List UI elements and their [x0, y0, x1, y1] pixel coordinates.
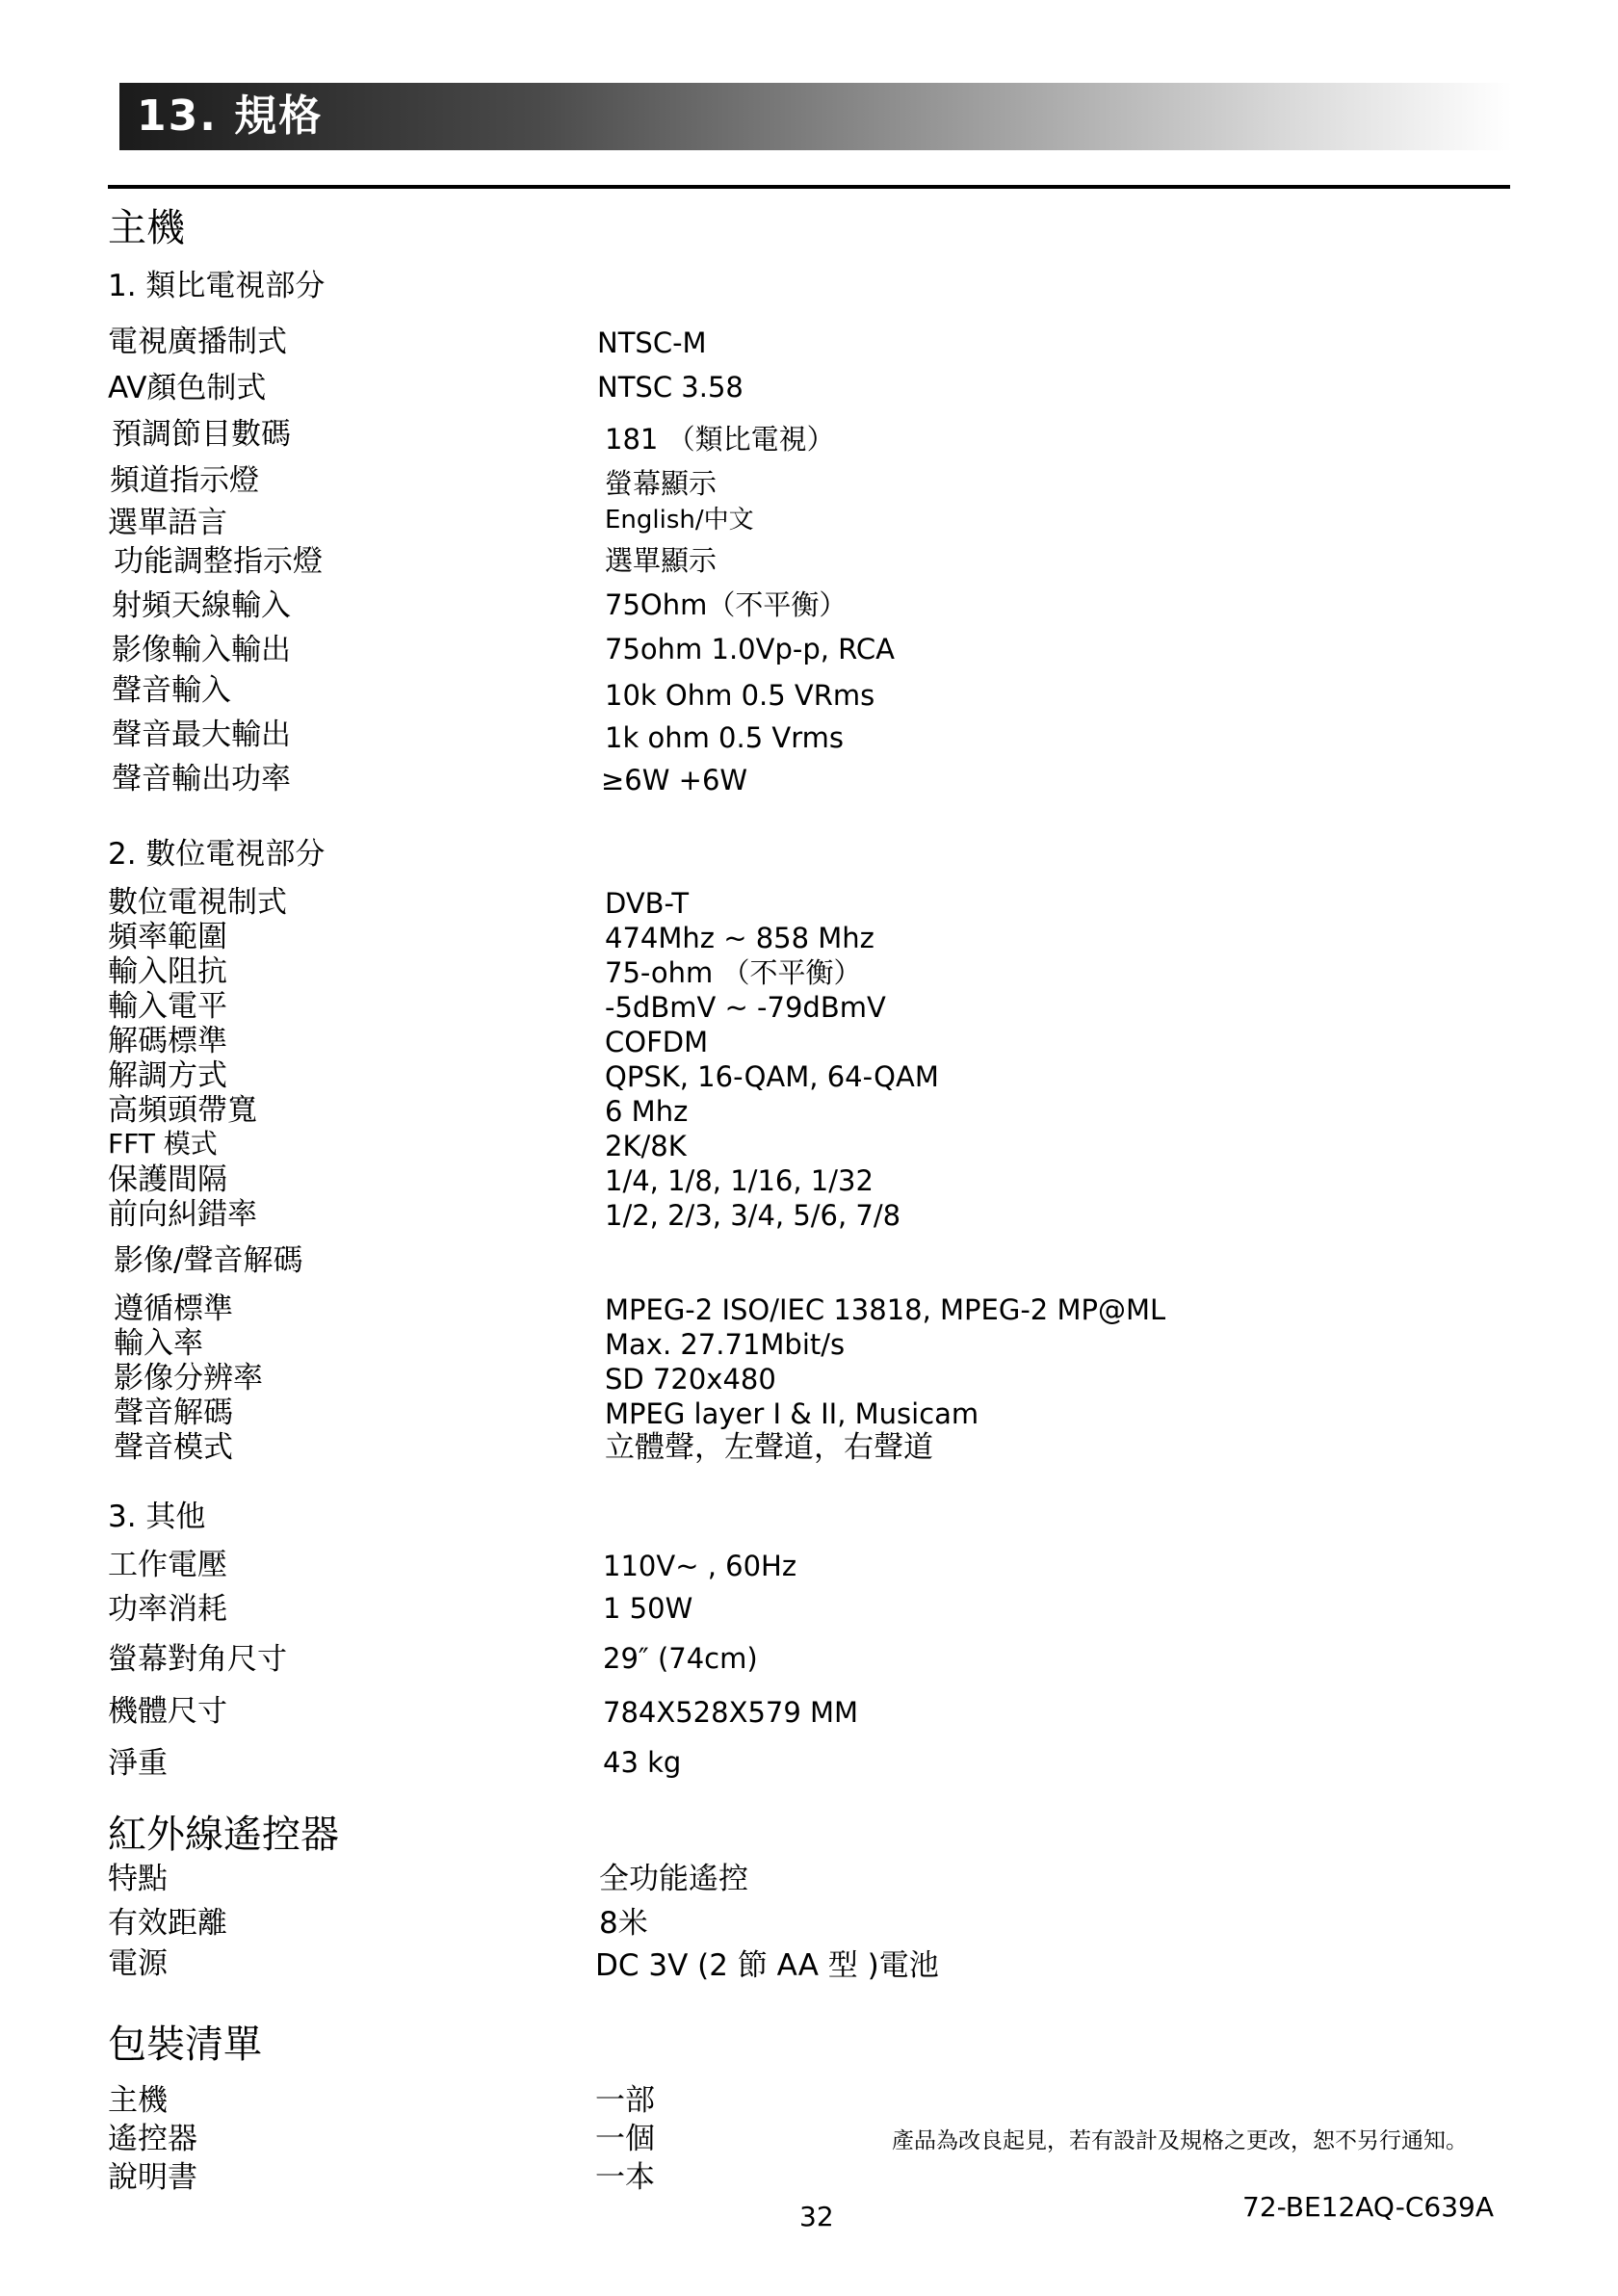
heading-remote: 紅外線遙控器 — [108, 1813, 339, 1857]
spec-label: 工作電壓 — [108, 1548, 227, 1582]
spec-value: 10k Ohm 0.5 VRms — [605, 679, 875, 712]
spec-value: MPEG-2 ISO/IEC 13818, MPEG-2 MP@ML — [605, 1293, 1166, 1326]
spec-label: 螢幕對角尺寸 — [108, 1642, 287, 1677]
spec-label: 功率消耗 — [108, 1592, 227, 1627]
spec-value: 立體聲，左聲道，右聲道 — [605, 1430, 933, 1465]
subheading-other: 3. 其他 — [108, 1500, 206, 1534]
spec-value: 1/2, 2/3, 3/4, 5/6, 7/8 — [605, 1199, 901, 1232]
spec-label: 輸入率 — [114, 1326, 203, 1361]
spec-label: 輸入電平 — [108, 989, 227, 1024]
spec-value: 784X528X579 MM — [603, 1696, 859, 1729]
spec-label: 解調方式 — [108, 1058, 227, 1093]
spec-label: 說明書 — [108, 2160, 197, 2195]
spec-value: Max. 27.71Mbit/s — [605, 1328, 846, 1361]
spec-label: 主機 — [108, 2083, 168, 2118]
spec-value: SD 720x480 — [605, 1363, 776, 1396]
spec-value: DC 3V (2 節 AA 型 )電池 — [595, 1948, 939, 1983]
spec-value: 8米 — [599, 1906, 648, 1941]
spec-label: 選單語言 — [108, 506, 227, 540]
spec-label: 預調節目數碼 — [112, 417, 291, 452]
model-code: 72-BE12AQ-C639A — [1242, 2191, 1494, 2223]
spec-label: 高頻頭帶寬 — [108, 1093, 257, 1128]
spec-label: FFT 模式 — [108, 1128, 218, 1160]
spec-label: 射頻天線輸入 — [112, 588, 291, 623]
spec-label: 影像分辨率 — [114, 1361, 263, 1396]
heading-package: 包裝清單 — [108, 2022, 262, 2067]
disclaimer-note: 產品為改良起見，若有設計及規格之更改，恕不另行通知。 — [892, 2128, 1468, 2153]
spec-value: 29″ (74cm) — [603, 1642, 758, 1675]
spec-value: ≥6W +6W — [601, 764, 748, 796]
spec-value: 43 kg — [603, 1746, 682, 1779]
spec-label: 聲音解碼 — [114, 1396, 233, 1430]
spec-label: 頻道指示燈 — [110, 463, 259, 498]
spec-value: MPEG layer I & II, Musicam — [605, 1397, 979, 1430]
subheading-av-decode: 影像/聲音解碼 — [114, 1243, 303, 1278]
spec-label: 影像輸入輸出 — [112, 633, 291, 667]
spec-label: 有效距離 — [108, 1906, 227, 1941]
spec-label: 數位電視制式 — [108, 885, 287, 920]
subheading-analog: 1. 類比電視部分 — [108, 269, 326, 303]
spec-value: 1k ohm 0.5 Vrms — [605, 721, 845, 754]
page-title: 13. 規格 — [137, 91, 324, 141]
spec-label: 聲音輸出功率 — [112, 762, 291, 796]
spec-value: DVB-T — [605, 887, 690, 920]
spec-value: 474Mhz ~ 858 Mhz — [605, 922, 874, 954]
spec-value: 一本 — [595, 2160, 655, 2195]
spec-label: 遵循標準 — [114, 1292, 233, 1326]
spec-value: 181 （類比電視） — [605, 423, 835, 456]
spec-label: AV顏色制式 — [108, 371, 267, 405]
spec-label: 保護間隔 — [108, 1162, 227, 1197]
subheading-digital: 2. 數位電視部分 — [108, 837, 326, 872]
page-number: 32 — [799, 2201, 834, 2232]
spec-label: 遙控器 — [108, 2122, 197, 2156]
spec-label: 功能調整指示燈 — [114, 544, 323, 579]
spec-value: 一部 — [595, 2083, 655, 2118]
spec-label: 電源 — [108, 1946, 168, 1981]
spec-value: COFDM — [605, 1026, 709, 1058]
header-divider — [108, 185, 1510, 189]
spec-value: -5dBmV ~ -79dBmV — [605, 991, 886, 1024]
spec-label: 機體尺寸 — [108, 1694, 227, 1729]
spec-label: 解碼標準 — [108, 1024, 227, 1058]
spec-value: English/中文 — [605, 506, 754, 535]
spec-value: 110V~ , 60Hz — [603, 1550, 797, 1582]
section-header-bar — [119, 83, 1512, 150]
spec-label: 淨重 — [108, 1746, 168, 1781]
spec-label: 聲音輸入 — [112, 673, 231, 708]
spec-value: 全功能遙控 — [599, 1862, 748, 1896]
spec-label: 電視廣播制式 — [108, 325, 287, 359]
spec-label: 特點 — [108, 1862, 168, 1896]
spec-label: 聲音最大輸出 — [112, 718, 291, 752]
spec-label: 聲音模式 — [114, 1430, 233, 1465]
spec-label: 輸入阻抗 — [108, 954, 227, 989]
heading-main-unit: 主機 — [108, 206, 185, 250]
spec-value: 2K/8K — [605, 1130, 687, 1162]
spec-value: 1 50W — [603, 1592, 693, 1625]
spec-value: 75Ohm（不平衡） — [605, 588, 848, 621]
spec-value: 75-ohm （不平衡） — [605, 956, 862, 989]
spec-value: QPSK, 16-QAM, 64-QAM — [605, 1060, 939, 1093]
spec-label: 前向糾錯率 — [108, 1197, 257, 1232]
spec-value: NTSC-M — [597, 326, 707, 359]
spec-value: 6 Mhz — [605, 1095, 689, 1128]
spec-value: 選單顯示 — [605, 544, 718, 577]
spec-value: 一個 — [595, 2122, 655, 2156]
spec-label: 頻率範圍 — [108, 920, 227, 954]
spec-value: NTSC 3.58 — [597, 371, 744, 404]
spec-value: 螢幕顯示 — [605, 467, 718, 500]
spec-value: 1/4, 1/8, 1/16, 1/32 — [605, 1164, 874, 1197]
spec-value: 75ohm 1.0Vp-p, RCA — [605, 633, 895, 665]
